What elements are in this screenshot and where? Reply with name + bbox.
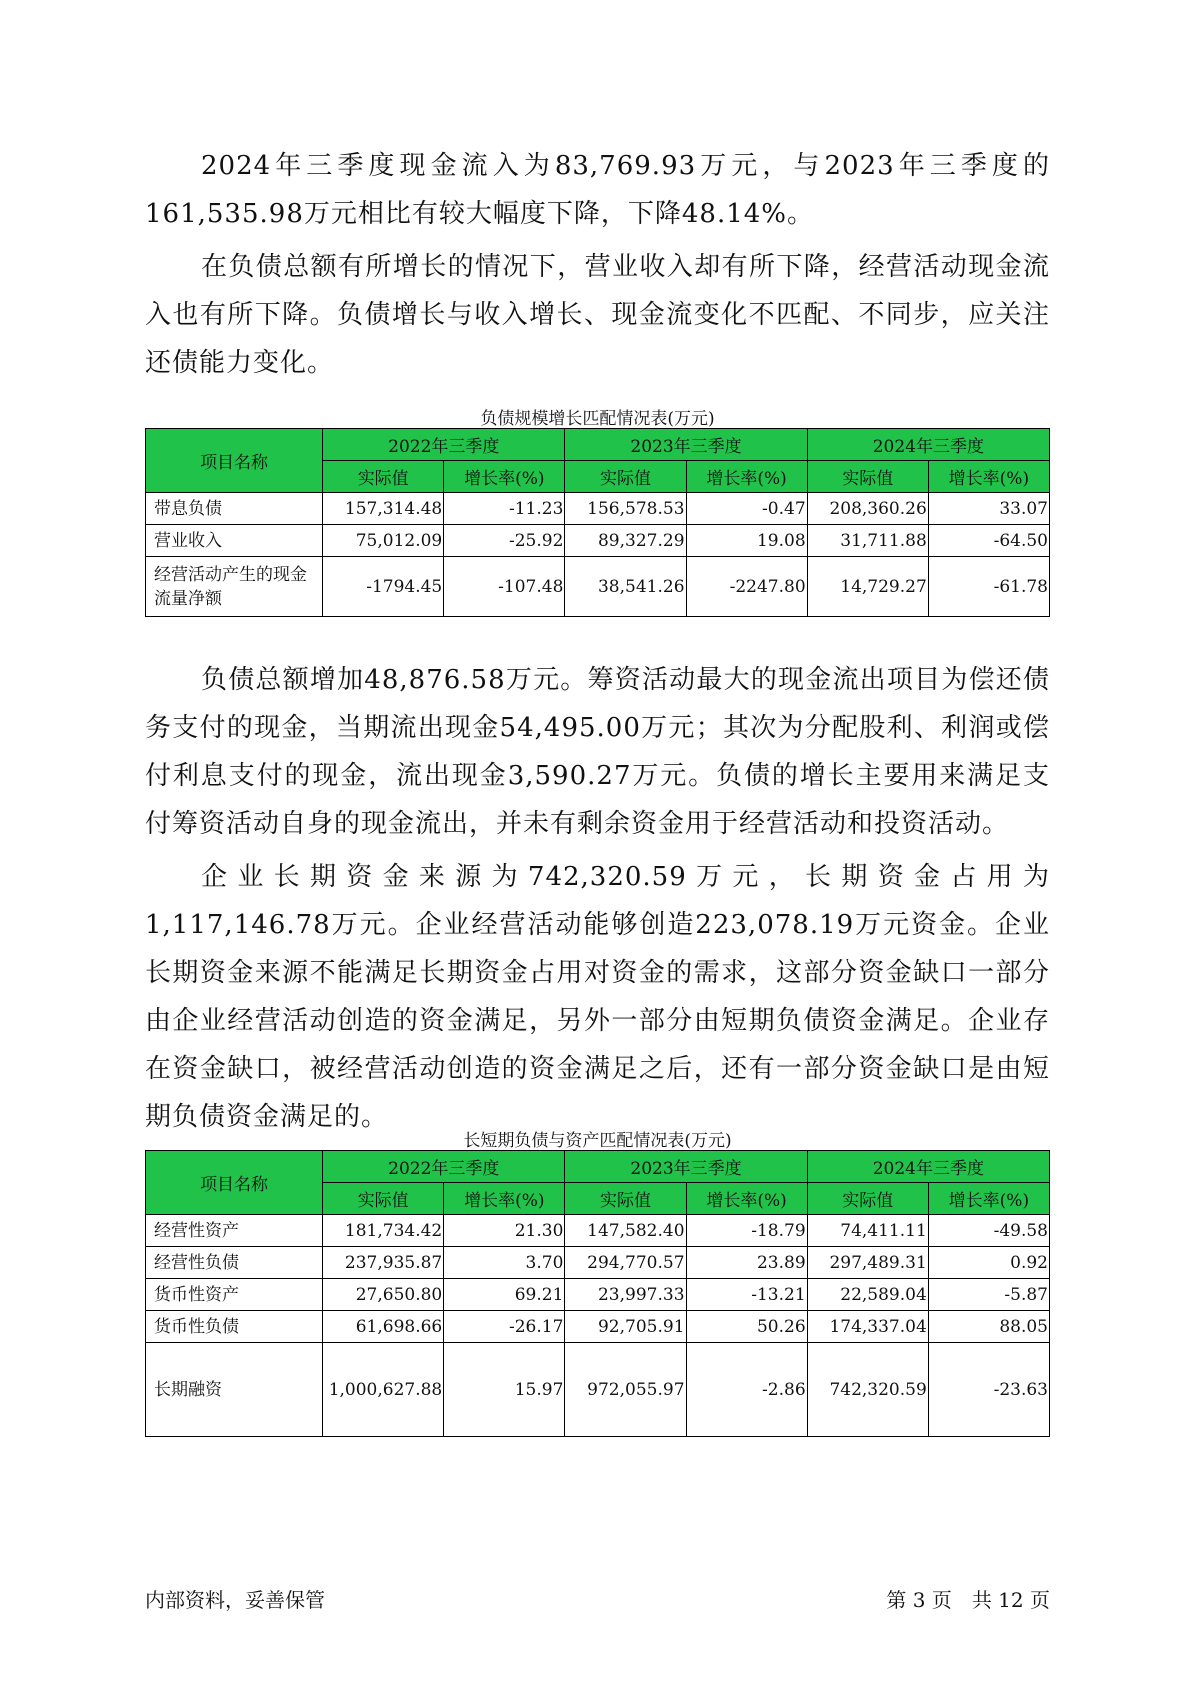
table-cell: 3.70 bbox=[444, 1247, 565, 1279]
table-row bbox=[146, 525, 1050, 557]
table-cell: 23.89 bbox=[686, 1247, 807, 1279]
table-cell: -0.47 bbox=[686, 493, 807, 525]
row-label: 长期融资 bbox=[146, 1343, 323, 1437]
table-cell: -18.79 bbox=[686, 1215, 807, 1247]
actual-value-header: 实际值 bbox=[807, 461, 928, 493]
row-label: 货币性负债 bbox=[146, 1311, 323, 1343]
actual-value-header: 实际值 bbox=[565, 1183, 686, 1215]
table-row bbox=[146, 557, 1050, 617]
growth-rate-header: 增长率(%) bbox=[686, 1183, 807, 1215]
item-name-header: 项目名称 bbox=[146, 429, 323, 493]
table-cell: -23.63 bbox=[928, 1343, 1049, 1437]
actual-value-header: 实际值 bbox=[323, 461, 444, 493]
table-cell: 972,055.97 bbox=[565, 1343, 686, 1437]
row-label: 经营性资产 bbox=[146, 1215, 323, 1247]
table-cell: -1794.45 bbox=[323, 557, 444, 617]
table-cell: -61.78 bbox=[928, 557, 1049, 617]
actual-value-header: 实际值 bbox=[565, 461, 686, 493]
growth-rate-header: 增长率(%) bbox=[444, 1183, 565, 1215]
table-cell: 23,997.33 bbox=[565, 1279, 686, 1311]
table-cell: 0.92 bbox=[928, 1247, 1049, 1279]
period-header: 2023年三季度 bbox=[565, 429, 807, 461]
table-cell: 88.05 bbox=[928, 1311, 1049, 1343]
table-cell: -5.87 bbox=[928, 1279, 1049, 1311]
table-row bbox=[146, 493, 1050, 525]
table-cell: -11.23 bbox=[444, 493, 565, 525]
table-cell: -107.48 bbox=[444, 557, 565, 617]
table-cell: 294,770.57 bbox=[565, 1247, 686, 1279]
table-cell: 22,589.04 bbox=[807, 1279, 928, 1311]
table-cell: 14,729.27 bbox=[807, 557, 928, 617]
table-cell: -25.92 bbox=[444, 525, 565, 557]
table-cell: 19.08 bbox=[686, 525, 807, 557]
table-cell: 75,012.09 bbox=[323, 525, 444, 557]
row-label: 货币性资产 bbox=[146, 1279, 323, 1311]
period-header: 2022年三季度 bbox=[323, 1151, 565, 1183]
footer-page-number: 第 3 页 共 12 页 bbox=[886, 1588, 1050, 1612]
actual-value-header: 实际值 bbox=[323, 1183, 444, 1215]
period-header: 2024年三季度 bbox=[807, 1151, 1049, 1183]
table-cell: 174,337.04 bbox=[807, 1311, 928, 1343]
table-long-short-match bbox=[145, 1150, 1050, 1437]
item-name-header: 项目名称 bbox=[146, 1151, 323, 1215]
table-cell: 157,314.48 bbox=[323, 493, 444, 525]
table-cell: -2.86 bbox=[686, 1343, 807, 1437]
table-cell: 33.07 bbox=[928, 493, 1049, 525]
table-cell: 21.30 bbox=[444, 1215, 565, 1247]
row-label: 带息负债 bbox=[146, 493, 323, 525]
table-row bbox=[146, 1247, 1050, 1279]
table-cell: 15.97 bbox=[444, 1343, 565, 1437]
table-row bbox=[146, 1215, 1050, 1247]
table-cell: 69.21 bbox=[444, 1279, 565, 1311]
growth-rate-header: 增长率(%) bbox=[686, 461, 807, 493]
paragraph-financing-outflow: 负债总额增加48,876.58万元。筹资活动最大的现金流出项目为偿还债务支付的现金，当期流出现金54,495.00万元；其次为分配股利、利润或偿付利息支付的现金，流出现金3,590.27万元。负债的增长主要用来满足支付筹资活动自身的现金流出，并未有剩余资金用于经营活动和投资活动。 bbox=[145, 665, 1050, 839]
row-label: 经营性负债 bbox=[146, 1247, 323, 1279]
table1-caption: 负债规模增长匹配情况表(万元) bbox=[480, 409, 715, 429]
table-cell: 147,582.40 bbox=[565, 1215, 686, 1247]
table-cell: -26.17 bbox=[444, 1311, 565, 1343]
table-cell: -64.50 bbox=[928, 525, 1049, 557]
table-cell: 237,935.87 bbox=[323, 1247, 444, 1279]
table-cell: 27,650.80 bbox=[323, 1279, 444, 1311]
table-cell: 742,320.59 bbox=[807, 1343, 928, 1437]
table-cell: 50.26 bbox=[686, 1311, 807, 1343]
table-cell: -13.21 bbox=[686, 1279, 807, 1311]
table-cell: 61,698.66 bbox=[323, 1311, 444, 1343]
table-cell: 208,360.26 bbox=[807, 493, 928, 525]
growth-rate-header: 增长率(%) bbox=[444, 461, 565, 493]
table-cell: -2247.80 bbox=[686, 557, 807, 617]
table-cell: 38,541.26 bbox=[565, 557, 686, 617]
period-header: 2024年三季度 bbox=[807, 429, 1049, 461]
table-row bbox=[146, 1343, 1050, 1437]
row-label: 经营活动产生的现金流量净额 bbox=[146, 557, 323, 617]
table-cell: 89,327.29 bbox=[565, 525, 686, 557]
table-cell: -49.58 bbox=[928, 1215, 1049, 1247]
table2-caption: 长短期负债与资产匹配情况表(万元) bbox=[463, 1131, 732, 1151]
paragraph-cash-inflow: 2024年三季度现金流入为83,769.93万元，与2023年三季度的161,535.98万元相比有较大幅度下降，下降48.14%。 bbox=[145, 151, 1050, 229]
table-cell: 31,711.88 bbox=[807, 525, 928, 557]
table-cell: 74,411.11 bbox=[807, 1215, 928, 1247]
table-row bbox=[146, 1311, 1050, 1343]
growth-rate-header: 增长率(%) bbox=[928, 461, 1049, 493]
footer-confidential-note: 内部资料，妥善保管 bbox=[145, 1588, 325, 1612]
table-cell: 156,578.53 bbox=[565, 493, 686, 525]
table-cell: 1,000,627.88 bbox=[323, 1343, 444, 1437]
period-header: 2022年三季度 bbox=[323, 429, 565, 461]
table-debt-growth-match bbox=[145, 428, 1050, 617]
table-cell: 181,734.42 bbox=[323, 1215, 444, 1247]
table-row bbox=[146, 1279, 1050, 1311]
actual-value-header: 实际值 bbox=[807, 1183, 928, 1215]
growth-rate-header: 增长率(%) bbox=[928, 1183, 1049, 1215]
table-cell: 92,705.91 bbox=[565, 1311, 686, 1343]
period-header: 2023年三季度 bbox=[565, 1151, 807, 1183]
paragraph-long-term-funds: 企业长期资金来源为742,320.59万元，长期资金占用为1,117,146.78万元。企业经营活动能够创造223,078.19万元资金。企业长期资金来源不能满足长期资金占用对资金的需求，这部分资金缺口一部分由企业经营活动创造的资金满足，另外一部分由短期负债资金满足。企业存在资金缺口，被经营活动创造的资金满足之后，还有一部分资金缺口是由短期负债资金满足的。 bbox=[145, 862, 1050, 1132]
table-cell: 297,489.31 bbox=[807, 1247, 928, 1279]
row-label: 营业收入 bbox=[146, 525, 323, 557]
paragraph-debt-growth: 在负债总额有所增长的情况下，营业收入却有所下降，经营活动现金流入也有所下降。负债增长与收入增长、现金流变化不匹配、不同步，应关注还债能力变化。 bbox=[145, 252, 1050, 378]
